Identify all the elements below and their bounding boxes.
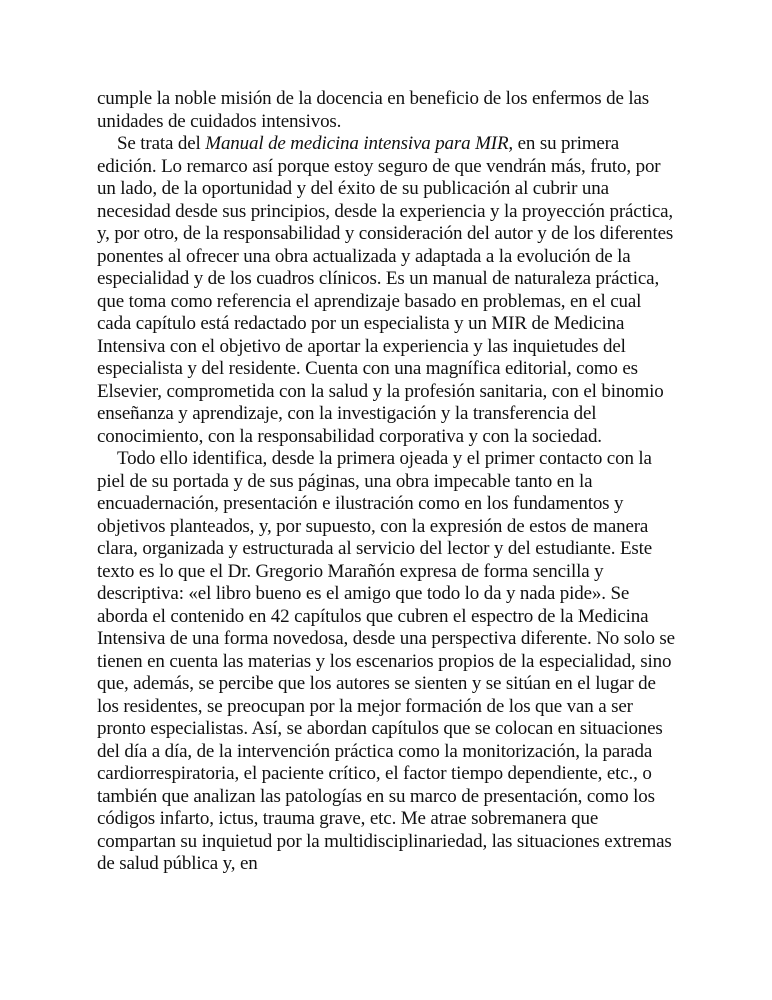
book-title: Manual de medicina intensiva para MIR, <box>205 133 514 154</box>
paragraph-2-body: en su primera edición. Lo remarco así porque estoy seguro de que vendrán más, fruto, por un lado, de la oportunidad y del éxito de su publicación al cubrir una necesidad desde sus principios, desde la experiencia y la proyección práctica, y, por otro, de la responsabilidad y consideración del autor y de los diferentes ponentes al ofrecer una obra actualizada y adaptada a la evolución de la especialidad y de los cuadros clínicos. Es un manual de naturaleza práctica, que toma como referencia el aprendizaje basado en problemas, en el cual cada capítulo está redactado por un especialista y un MIR de Medicina Intensiva con el objetivo de aportar la experiencia y las inquietudes del especialista y del residente. Cuenta con una magnífica editorial, como es Elsevier, comprometida con la salud y la profesión sanitaria, con el binomio enseñanza y aprendizaje, con la investigación y la transferencia del conocimiento, con la responsabilidad corporativa y con la sociedad. <box>97 133 674 447</box>
paragraph-3: Todo ello identifica, desde la primera ojeada y el primer contacto con la piel de su portada y de sus páginas, una obra impecable tanto en la encuadernación, presentación e ilustración como en los fundamentos y objetivos planteados, y, por supuesto, con la expresión de estos de manera clara, organizada y estructurada al servicio del lector y del estudiante. Este texto es lo que el Dr. Gregorio Marañón expresa de forma sencilla y descriptiva: «el libro bueno es el amigo que todo lo da y nada pide». Se aborda el contenido en 42 capítulos que cubren el espectro de la Medicina Intensiva de una forma novedosa, desde una perspectiva diferente. No solo se tienen en cuenta las materias y los escenarios propios de la especialidad, sino que, además, se percibe que los autores se sienten y se sitúan en el lugar de los residentes, se preocupan por la mejor formación de los que van a ser pronto especialistas. Así, se abordan capítulos que se colocan en situaciones del día a día, de la intervención práctica como la monitorización, la parada cardiorrespiratoria, el paciente crítico, el factor tiempo dependiente, etc., o también que analizan las patologías en su marco de presentación, como los códigos infarto, ictus, trauma grave, etc. Me atrae sobremanera que compartan su inquietud por la multidisciplinariedad, las situaciones extremas de salud pública y, en <box>97 448 675 874</box>
paragraph-2 <box>97 133 679 448</box>
paragraph-1: cumple la noble misión de la docencia en beneficio de los enfermos de las unidades de cuidados intensivos. <box>97 88 649 132</box>
paragraph-2-lead: Se trata del <box>117 133 206 154</box>
document-page <box>97 88 679 876</box>
